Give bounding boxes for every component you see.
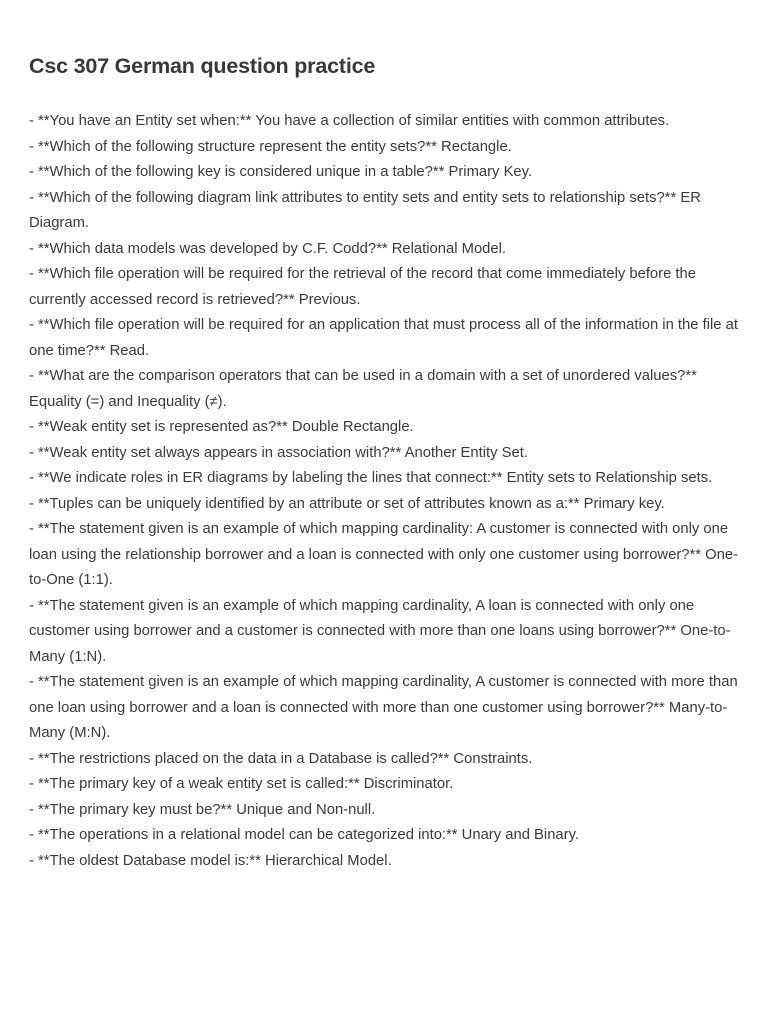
list-item: - **The primary key must be?** Unique and Non-null. [29,801,376,818]
list-item: - **The statement given is an example of which mapping cardinality, A loan is connected with only one customer using borrower and a customer is connected with more than one loans using borrower?** One-to-Many (1:N). [29,597,731,665]
list-item: - **Which of the following key is considered unique in a table?** Primary Key. [29,164,533,180]
question-list [29,109,741,874]
list-item: - **The operations in a relational model can be categorized into:** Unary and Binary. [29,827,579,843]
list-item: - **Which file operation will be required for the retrieval of the record that come immediately before the currently accessed record is retrieved?** Previous. [29,266,697,308]
list-item: - **Which of the following structure represent the entity sets?** Rectangle. [29,138,512,155]
list-item: - **The restrictions placed on the data in a Database is called?** Constraints. [29,750,533,767]
list-item: - **Which file operation will be required for an application that must process all of the information in the file at one time?** Read. [29,317,738,359]
list-item: - **You have an Entity set when:** You have a collection of similar entities with common attributes. [29,113,670,129]
list-item: - **The primary key of a weak entity set is called:** Discriminator. [29,776,454,792]
list-item: - **Weak entity set always appears in association with?** Another Entity Set. [29,444,528,461]
list-item: - **What are the comparison operators that can be used in a domain with a set of unordered values?** Equality (=) and Inequality (≠). [29,368,697,410]
list-item: - **Which data models was developed by C.F. Codd?** Relational Model. [29,240,507,257]
list-item: - **The oldest Database model is:** Hierarchical Model. [29,852,392,869]
list-item: - **Tuples can be uniquely identified by an attribute or set of attributes known as a:** Primary key. [29,495,665,512]
list-item: - **Weak entity set is represented as?** Double Rectangle. [29,419,414,435]
list-item: - **The statement given is an example of which mapping cardinality, A customer is connected with more than one loan using borrower and a loan is connected with more than one customer using borrower?** Many-to-Many (M:N). [29,674,738,741]
list-item: - **Which of the following diagram link attributes to entity sets and entity sets to relationship sets?** ER Diagram. [29,189,701,231]
page-title: Csc 307 German question practice [29,54,376,78]
list-item: - **We indicate roles in ER diagrams by labeling the lines that connect:** Entity sets to Relationship sets. [29,470,713,486]
list-item: - **The statement given is an example of which mapping cardinality: A customer is connected with only one loan using the relationship borrower and a loan is connected with only one customer using borrower?** One-to-One (1:1). [29,521,739,588]
